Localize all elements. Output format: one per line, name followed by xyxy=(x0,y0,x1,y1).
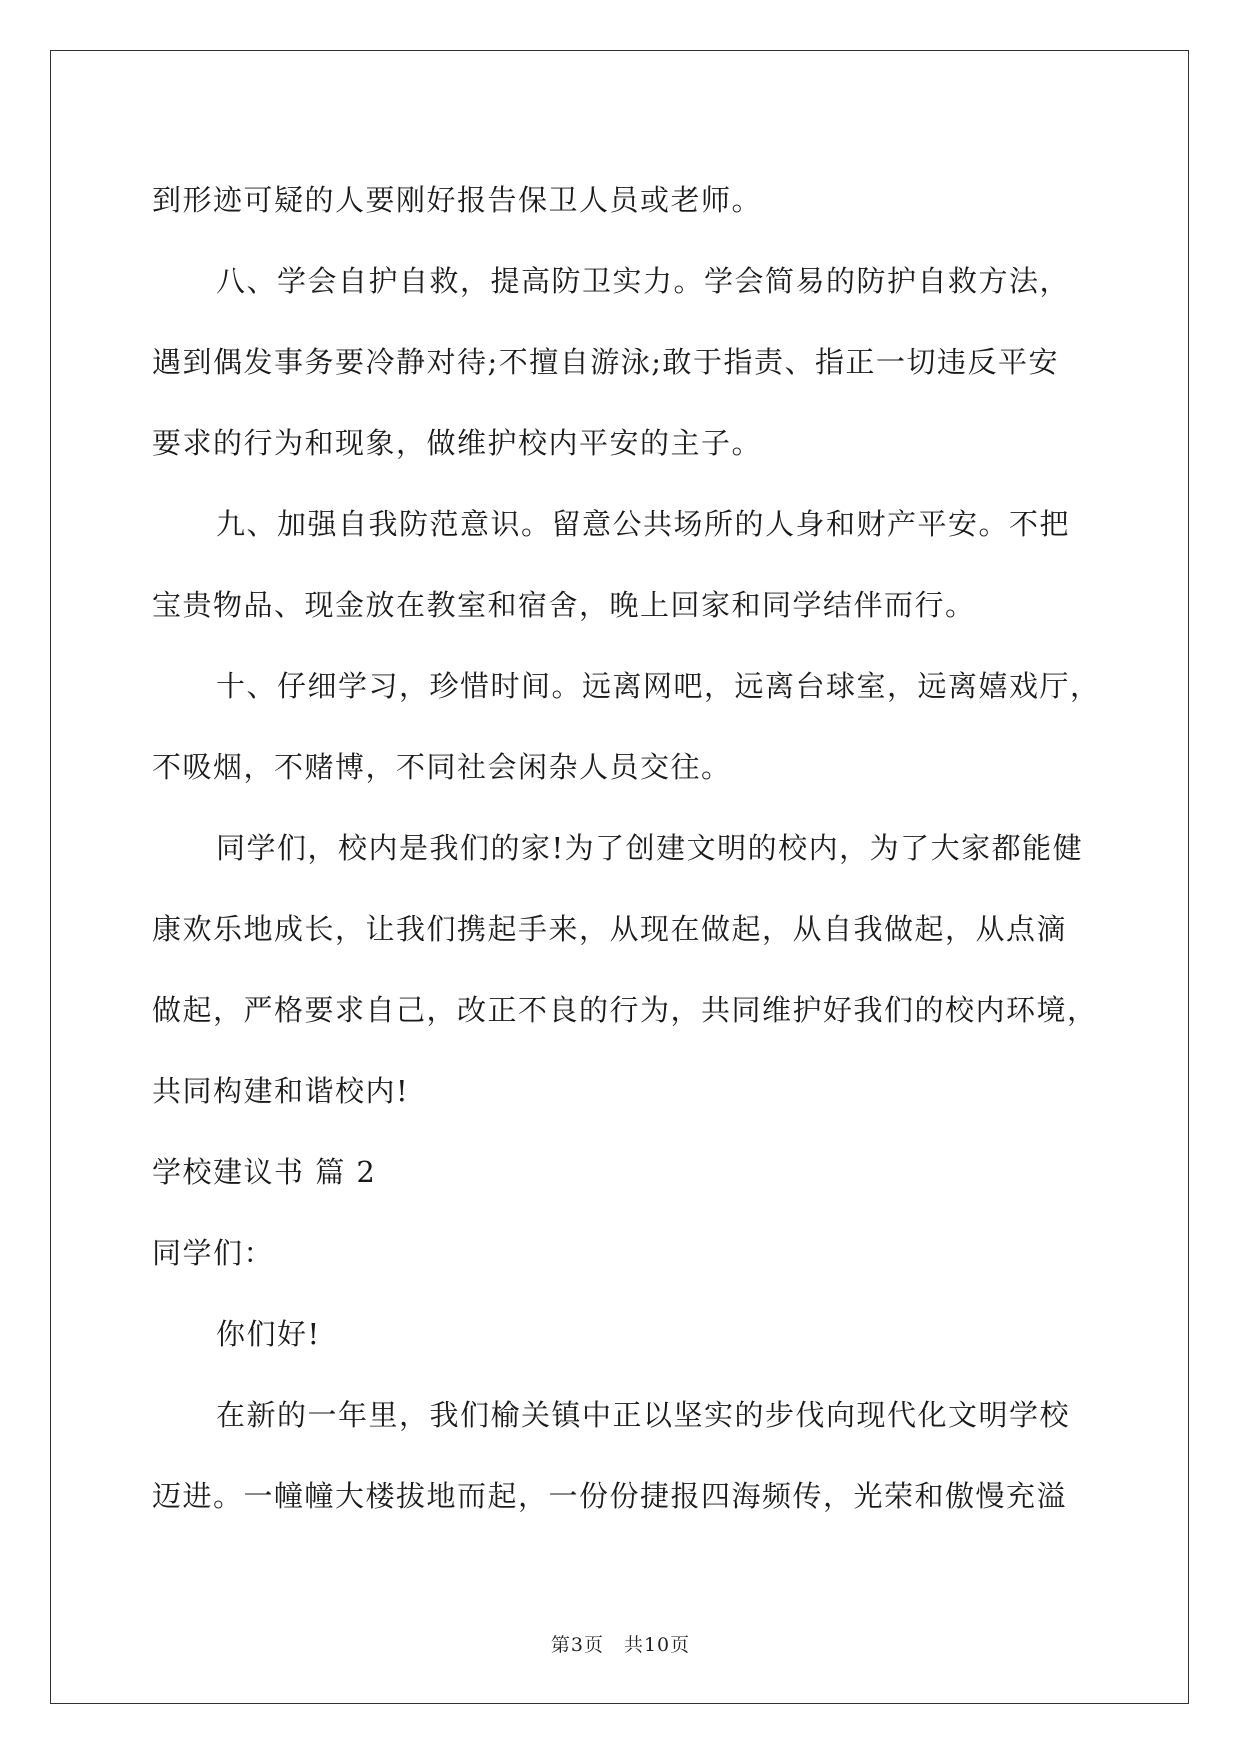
text-line-12: 共同构建和谐校内! xyxy=(152,1074,410,1108)
text-line-7: 十、仔细学习，珍惜时间。远离网吧，远离台球室，远离嬉戏厅， xyxy=(216,669,1101,703)
page-number: 第3页 共10页 xyxy=(550,1634,691,1656)
text-line-11: 做起，严格要求自己，改正不良的行为，共同维护好我们的校内环境， xyxy=(152,993,1098,1027)
text-line-1: 到形迹可疑的人要刚好报告保卫人员或老师。 xyxy=(152,183,763,217)
section-heading: 学校建议书 篇 2 xyxy=(152,1155,377,1189)
document-body xyxy=(152,160,1101,1537)
greeting: 你们好! xyxy=(216,1317,321,1351)
salutation: 同学们： xyxy=(152,1236,275,1270)
text-line-5: 九、加强自我防范意识。留意公共场所的人身和财产平安。不把 xyxy=(216,507,1071,541)
text-line-8: 不吸烟，不赌博，不同社会闲杂人员交往。 xyxy=(152,750,732,784)
text-line-3: 遇到偶发事务要冷静对待;不擅自游泳;敢于指责、指正一切违反平安 xyxy=(152,345,1060,379)
text-line-2: 八、学会自护自救，提高防卫实力。学会简易的防护自救方法， xyxy=(216,264,1071,298)
text-line-16: 在新的一年里，我们榆关镇中正以坚实的步伐向现代化文明学校 xyxy=(216,1398,1071,1432)
text-line-17: 迈进。一幢幢大楼拔地而起，一份份捷报四海频传，光荣和傲慢充溢 xyxy=(152,1479,1068,1513)
text-line-10: 康欢乐地成长，让我们携起手来，从现在做起，从自我做起，从点滴 xyxy=(152,912,1068,946)
text-line-4: 要求的行为和现象，做维护校内平安的主子。 xyxy=(152,426,763,460)
text-line-9: 同学们，校内是我们的家!为了创建文明的校内，为了大家都能健 xyxy=(216,831,1084,865)
text-line-6: 宝贵物品、现金放在教室和宿舍，晚上回家和同学结伴而行。 xyxy=(152,588,976,622)
